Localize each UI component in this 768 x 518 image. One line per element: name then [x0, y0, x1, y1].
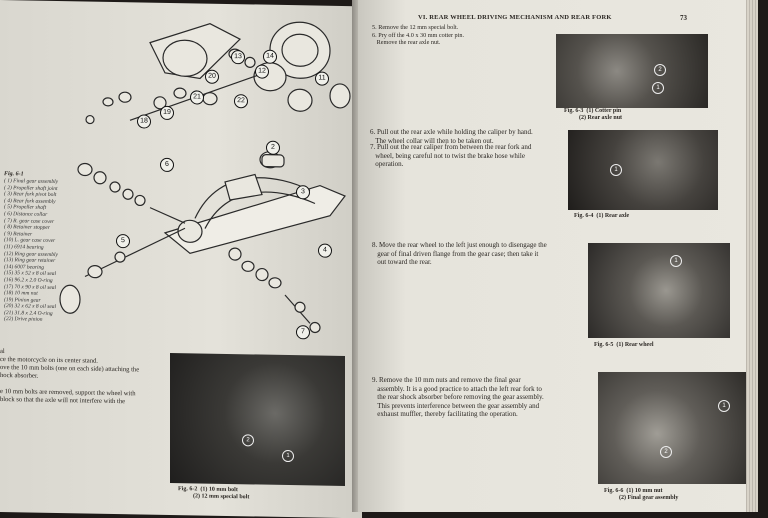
legend-item: ( 4) Rear fork assembly	[4, 197, 56, 205]
legend-item: (17) 70 x 90 x 8 oil seal	[4, 283, 57, 291]
diagram-callout-13: 13	[231, 50, 245, 64]
step-9: 9. Remove the 10 mm nuts and remove the final gear assembly. It is a good practice to attach the left rear fork to the rear shock absorber before removing the gear assembly. This prevents interference between the gear assembly and exhaust muffler, thereby facilitating the operation.	[372, 376, 544, 418]
diagram-callout-6: 6	[160, 158, 174, 172]
step-8: 8. Move the rear wheel to the left just enough to disengage the gear of final driven flange from the gear case; then take it out toward the rear.	[372, 241, 547, 266]
photo-callout-1: 1	[610, 164, 622, 176]
fig-6-4-caption: Fig. 6-4 (1) Rear axle	[574, 213, 630, 219]
left-bottom-text: al ce the motorcycle on its center stand. ove the 10 mm bolts (one on each side) attaching the hock absorber. e 10 mm bolts are removed, support the wheel with block so that the axle will not interfere with the	[0, 348, 140, 406]
page-header: VI. REAR WHEEL DRIVING MECHANISM AND REAR FORK	[418, 14, 612, 21]
page-number: 73	[680, 14, 687, 22]
step-6: 6. Pull out the rear axle while holding the caliper by hand. The wheel collar will then to be taken out.	[370, 128, 533, 145]
legend-item: ( 6) Distance collar	[4, 211, 48, 218]
parts-legend	[4, 178, 58, 324]
diagram-callout-5: 5	[116, 234, 130, 248]
legend-item: (16) 96.2 x 2.0 O-ring	[4, 276, 53, 284]
diagram-callout-18: 18	[137, 114, 151, 128]
left-page	[0, 0, 362, 518]
legend-item: ( 7) R. gear case cover	[4, 217, 55, 225]
fig-6-2-caption: Fig. 6-2 (1) 10 mm bolt (2) 12 mm special bolt	[178, 486, 250, 501]
legend-item: ( 1) Final gear assembly	[4, 178, 59, 186]
diagram-callout-14: 14	[263, 50, 277, 64]
diagram-callout-20: 20	[205, 70, 219, 84]
legend-item: (19) Pinion gear	[4, 296, 41, 304]
diagram-callout-7: 7	[296, 325, 310, 339]
photo-callout-2: 2	[660, 446, 672, 458]
diagram-callout-4: 4	[318, 244, 332, 258]
fig-6-6-photo	[598, 372, 746, 484]
photo-callout-1: 1	[670, 255, 682, 267]
legend-item: (12) Ring gear assembly	[4, 250, 58, 258]
diagram-callout-12: 12	[255, 64, 269, 78]
photo-callout-2: 2	[654, 64, 666, 76]
legend-item: ( 3) Rear fork pivot bolt	[4, 191, 57, 199]
fig-6-2-photo	[170, 353, 345, 486]
legend-item: (10) L. gear case cover	[4, 237, 56, 245]
diagram-callout-3: 3	[296, 185, 310, 199]
photo-callout-1: 1	[718, 400, 730, 412]
fig-6-3-photo	[556, 34, 708, 108]
photo-callout-2: 2	[242, 434, 254, 446]
legend-item: (20) 32 x 62 x 8 oil seal	[4, 303, 57, 311]
photo-callout-1: 1	[282, 450, 294, 462]
page-edges	[746, 0, 758, 512]
fig-6-6-caption: Fig. 6-6 (1) 10 mm nut (2) Final gear assembly	[604, 488, 679, 501]
fig-6-5-caption: Fig. 6-5 (1) Rear wheel	[594, 342, 654, 348]
legend-item: ( 9) Retainer	[4, 230, 33, 238]
legend-item: (18) 10 mm nut	[4, 290, 38, 297]
photo-callout-1: 1	[652, 82, 664, 94]
fig-6-3-caption: Fig. 6-3 (1) Cotter pin (2) Rear axle nut	[564, 108, 623, 121]
diagram-callout-21: 21	[190, 90, 204, 104]
fig-6-5-photo	[588, 243, 730, 338]
legend-item: ( 2) Propeller shaft joint	[4, 184, 58, 192]
legend-item: (11) 6914 bearing	[4, 244, 44, 251]
legend-item: ( 5) Propeller shaft	[4, 204, 47, 212]
diagram-callout-19: 19	[160, 106, 174, 120]
step-7: 7. Pull out the rear caliper from between the rear fork and wheel, being careful not to twist the brake hose while operation.	[370, 143, 532, 168]
legend-item: (14) 6007 bearing	[4, 263, 45, 271]
legend-item: (22) Drive pinion	[4, 316, 43, 324]
legend-item: (13) Ring gear retainer	[4, 257, 56, 265]
legend-item: (15) 35 x 52 x 8 oil seal	[4, 270, 57, 278]
legend-item: ( 8) Retainer stopper	[4, 224, 50, 232]
legend-item: (21) 31.8 x 2.4 O-ring	[4, 309, 53, 317]
step-top: 5. Remove the 12 mm special bolt. 6. Pry off the 4.0 x 30 mm cotter pin. Remove the rear axle nut.	[372, 24, 464, 46]
figure-label: Fig. 6-1	[4, 171, 24, 178]
fig-6-4-photo	[568, 130, 718, 210]
diagram-callout-22: 22	[234, 94, 248, 108]
right-page	[358, 0, 758, 512]
diagram-callout-2: 2	[266, 141, 280, 155]
diagram-callout-11: 11	[315, 71, 329, 85]
